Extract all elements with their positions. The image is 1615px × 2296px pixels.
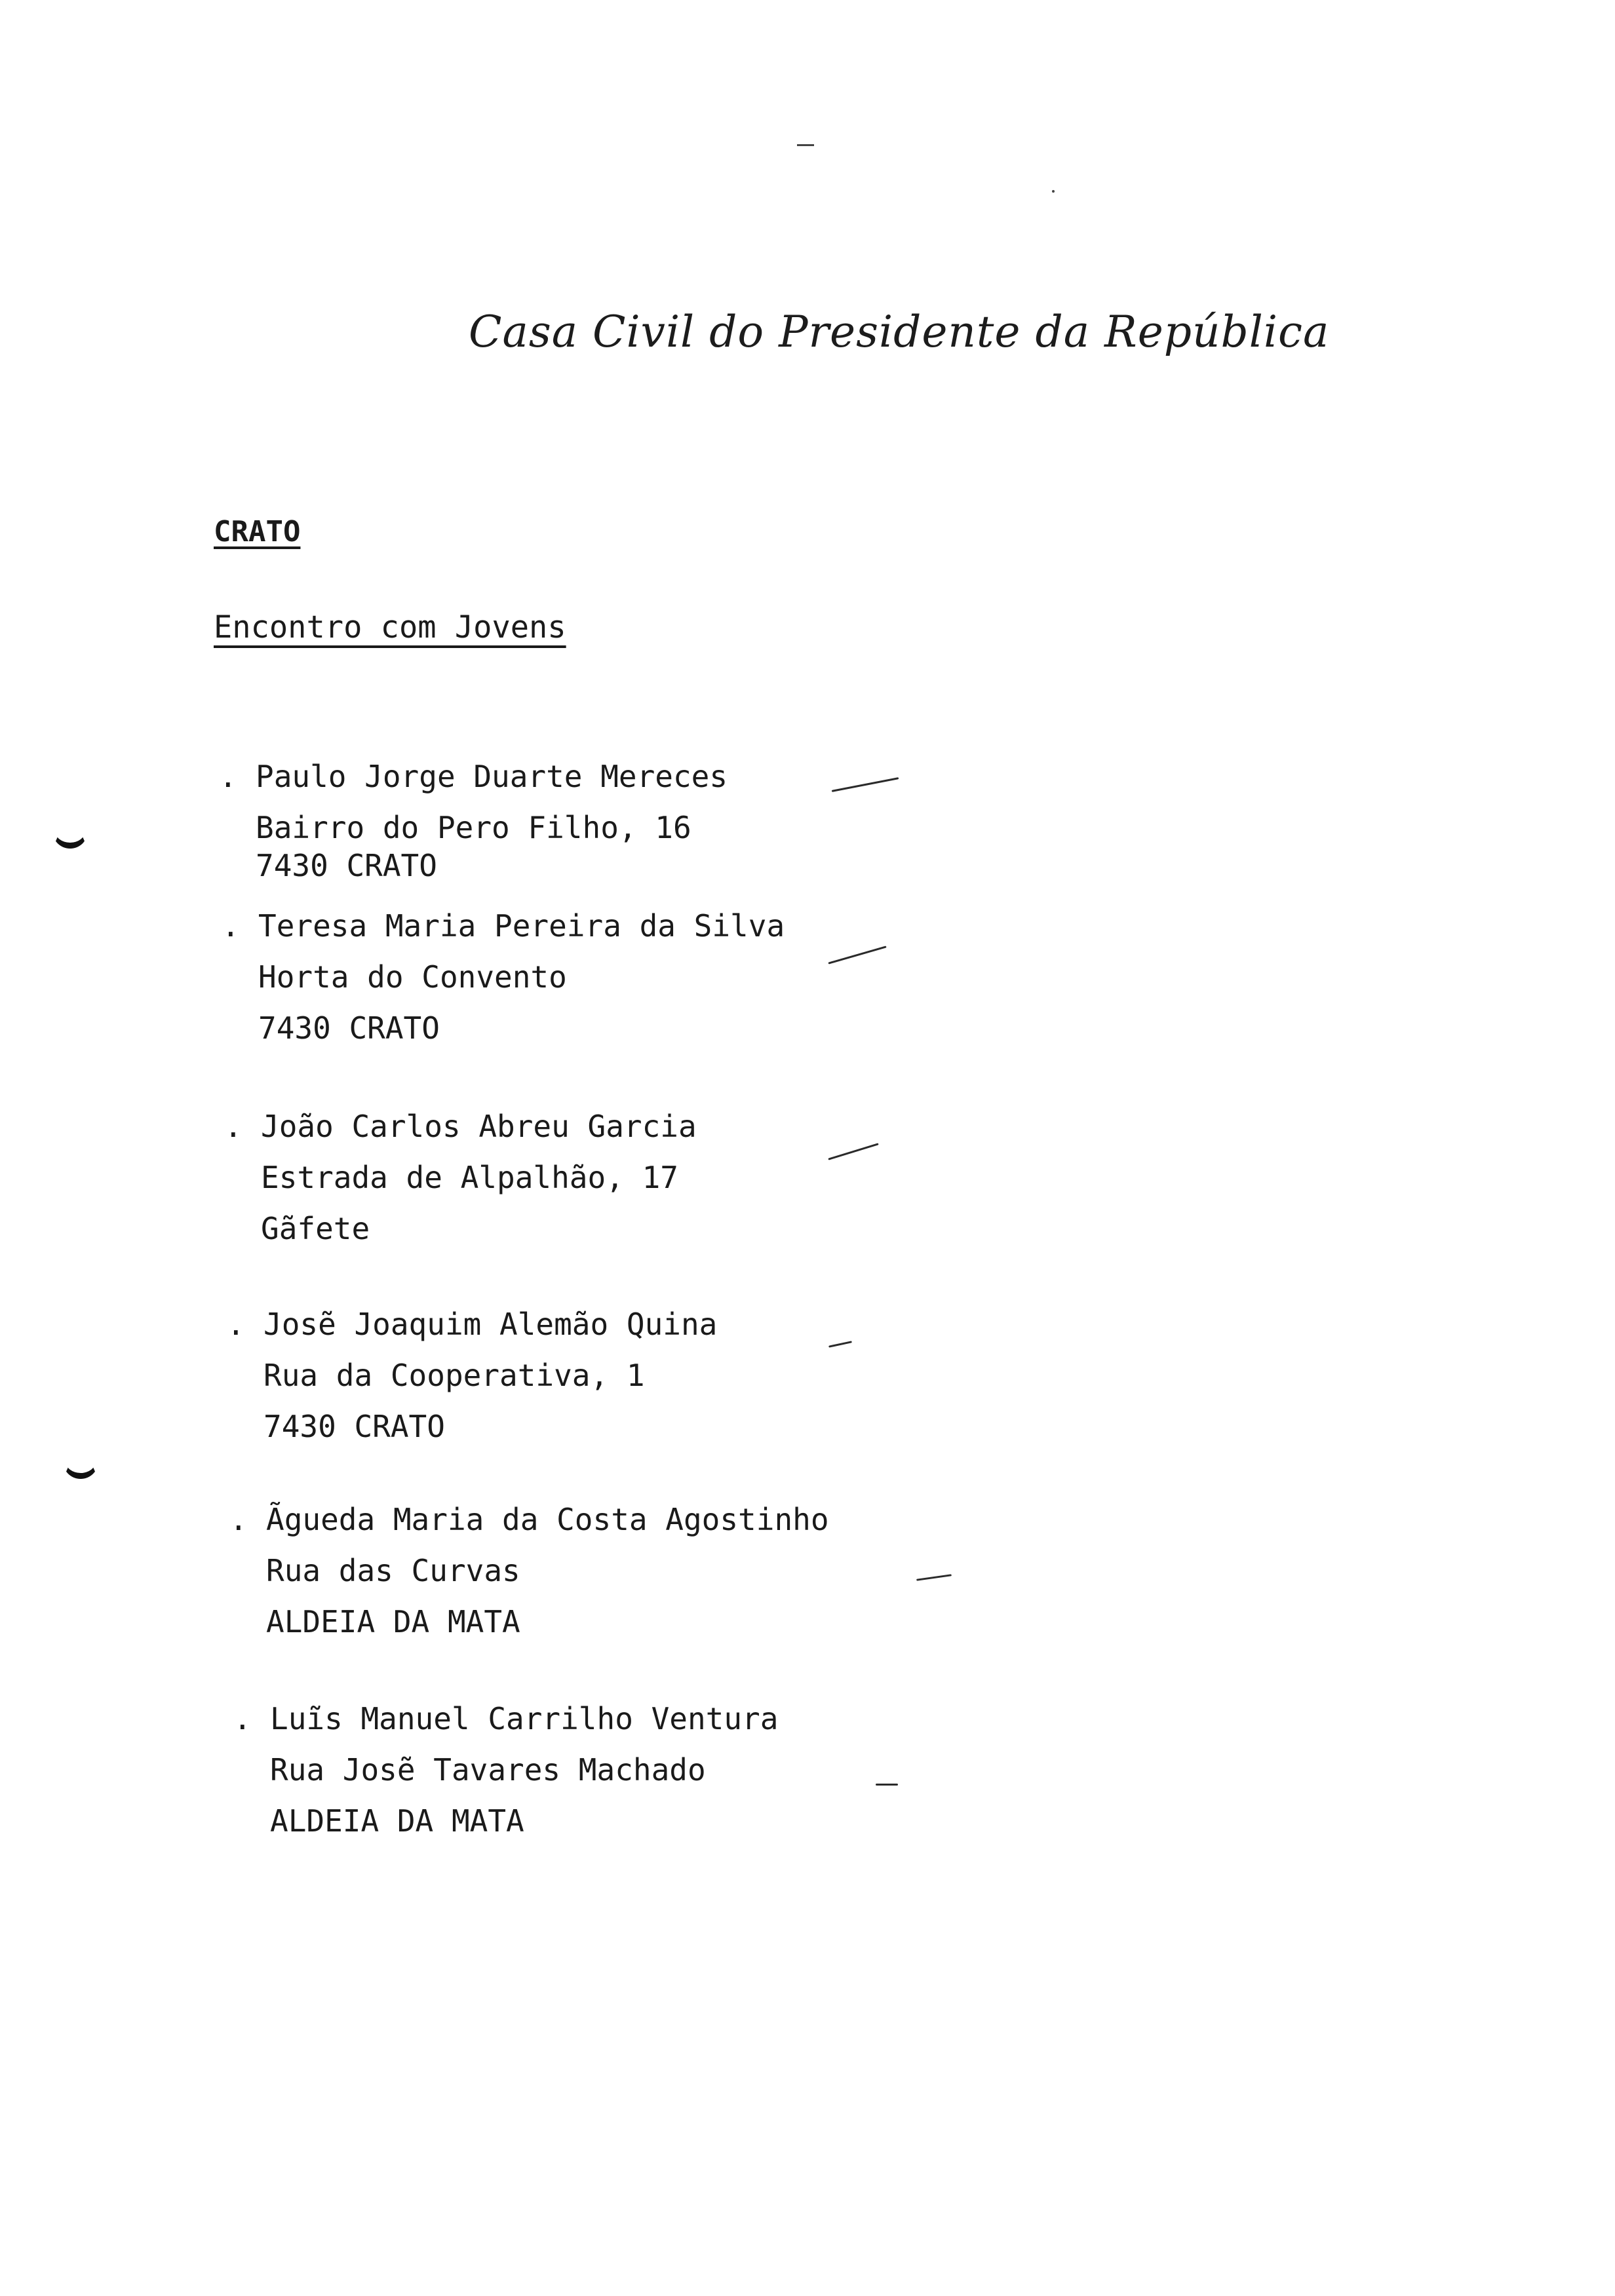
street-address: Rua das Curvas [266,1553,520,1588]
list-bullet: . [233,1701,252,1736]
list-item [224,1101,697,1254]
person-name: Teresa Maria Pereira da Silva [258,908,785,944]
page-subheading: Encontro com Jovens [214,609,566,645]
person-name: João Carlos Abreu Garcia [261,1109,697,1144]
person-name: Paulo Jorge Duarte Mereces [256,759,728,794]
street-address: Bairro do Pero Filho, 16 [256,810,691,845]
locality: 7430 CRATO [256,848,437,883]
person-name: Josẽ Joaquim Alemão Quina [263,1307,718,1342]
letterhead: Casa Civil do Presidente da República [469,307,1330,357]
check-tick-mark [916,1574,952,1580]
page-heading: CRATO [214,515,301,548]
list-bullet: . [224,1109,243,1144]
list-item [233,1693,779,1846]
list-bullet: . [229,1502,248,1537]
locality: ALDEIA DA MATA [266,1604,520,1639]
list-item [222,900,785,1054]
person-name: Luĩs Manuel Carrilho Ventura [270,1701,779,1736]
check-tick-mark [828,1341,852,1347]
margin-hook-mark [52,823,88,849]
street-address: Rua da Cooperativa, 1 [263,1358,645,1393]
street-address: Rua Josẽ Tavares Machado [270,1752,706,1788]
scan-mark [797,144,814,146]
list-bullet: . [219,759,237,794]
list-item [229,1494,829,1647]
person-name: Ãgueda Maria da Costa Agostinho [266,1502,829,1537]
list-item [219,751,728,891]
locality: 7430 CRATO [263,1409,445,1444]
margin-hook-mark [63,1453,98,1479]
street-address: Estrada de Alpalhão, 17 [261,1160,678,1195]
check-tick-mark [828,1143,878,1160]
check-tick-mark [828,946,886,964]
locality: 7430 CRATO [258,1010,440,1046]
scan-mark [1052,190,1055,193]
list-bullet: . [222,908,240,944]
list-item [227,1299,718,1452]
locality: ALDEIA DA MATA [270,1803,524,1839]
check-tick-mark [876,1784,898,1786]
locality: Gãfete [261,1211,370,1246]
check-tick-mark [832,777,899,792]
list-bullet: . [227,1307,245,1342]
street-address: Horta do Convento [258,959,567,995]
